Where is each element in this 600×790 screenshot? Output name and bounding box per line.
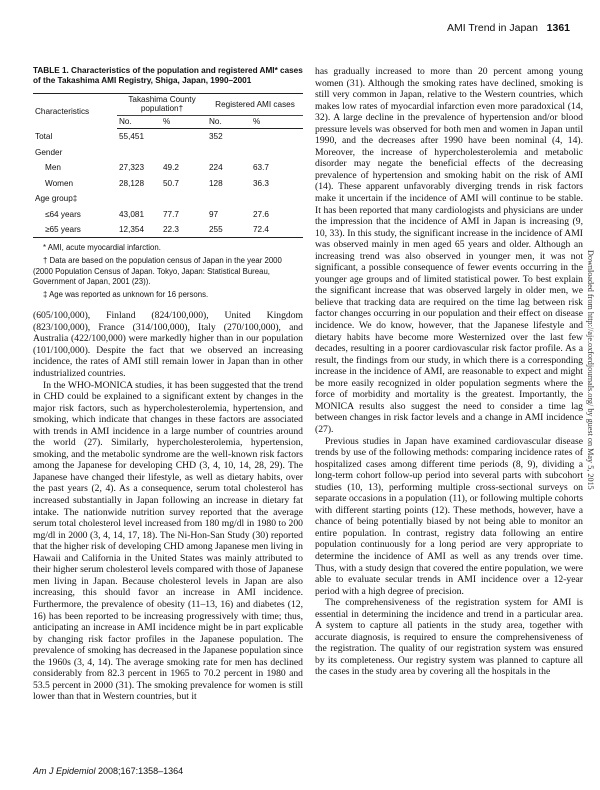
footnote: ‡ Age was reported as unknown for 16 persons. <box>43 289 209 299</box>
row-label: Women <box>45 178 74 188</box>
download-watermark <box>585 250 596 560</box>
table-caption: TABLE 1. Characteristics of the population and registered AMI* cases of the Takashima AMI Registry, Shiga, Japan, 1990–2001 <box>33 66 303 86</box>
cell-pop-pct <box>161 144 207 160</box>
table-row <box>33 206 303 222</box>
table-row <box>33 191 303 207</box>
table-row <box>33 128 303 144</box>
footnote: † Data are based on the population census of Japan in the year 2000 (2000 Population Census of Japan. Tokyo, Japan: Statistical Bureau, Government of Japan, 2001 (23)). <box>33 255 282 287</box>
cell-pop-no <box>117 144 161 160</box>
cell-pop-pct: 49.2 <box>163 163 179 173</box>
cell-ami-pct <box>251 144 303 160</box>
column-group-population: Takashima County population† <box>117 93 207 115</box>
row-label: Total <box>35 131 53 141</box>
column-header-characteristics: Characteristics <box>33 93 117 128</box>
row-label: ≥65 years <box>33 222 117 238</box>
table-row <box>33 222 303 238</box>
right-column <box>315 66 583 678</box>
footnote: * AMI, acute myocardial infarction. <box>43 243 161 253</box>
cell-pop-pct <box>161 191 207 207</box>
cell-pop-pct: 50.7 <box>163 178 179 188</box>
subheader-no: No. <box>117 115 161 128</box>
cell-ami-no: 255 <box>207 222 251 238</box>
cell-ami-no: 224 <box>209 163 223 173</box>
journal-name: Am J Epidemiol <box>33 766 96 776</box>
row-label: Men <box>45 163 61 173</box>
table-row <box>33 175 303 191</box>
cell-pop-pct <box>161 128 207 144</box>
cell-ami-pct: 27.6 <box>253 209 269 219</box>
cell-pop-no: 12,354 <box>117 222 161 238</box>
page-number: 1361 <box>546 22 570 34</box>
row-label: Age group‡ <box>35 194 78 204</box>
cell-ami-no: 352 <box>209 132 223 142</box>
subheader-pct: % <box>251 115 303 128</box>
cell-ami-no: 128 <box>209 178 223 188</box>
subheader-pct: % <box>161 115 207 128</box>
body-paragraph: has gradually increased to more than 20 percent among young women (31). Although the smoking rates have declined, smoking is still very common in Japan, relative to the Western countries, which makes low rates of myocardial infarction even more paradoxical (14, 32). A large decline in the prevalence of hypertension and/or blood pressure levels was observed for both men and women in Japan until 1990, and the decreases after 1990 have been nominal (4, 14). Moreover, the increase of hypercholesterolemia and metabolic disorder may negate the beneficial effects of the decreasing prevalence of hypertension and smoking habit on the risk of AMI (14). These apparent unfavorably diverging trends in risk factors make it uncertain if the incidence of AMI will continue to be stable. It has been reported that many cardiologists and physicians are under the impression that the incidence of AMI in Japan is increasing (9, 10, 33). In this study, the significant increase in the incidence of AMI was observed mainly in men aged 65 years and older. Although an increasing trend was also observed in younger men, it was not significant, a possible consequence of fewer events occurring in the younger age groups and of limited statistical power. To best explain the significant increase that was observed largely in older men, we believe that tracking data are required on the time lag between risk factor changes occurring in our population and their effect on disease incidence. We do know, however, that the Japanese lifestyle and dietary habits have become more Westernized over the last few decades, resulting in a poorer cardiovascular risk factor profile. As a result, the findings from our study, in which there is a corresponding increase in the incidence of AMI, are reasonable to expect and might be more easily recognized in older population segments where the force of morbidity and mortality is the greatest. Importantly, the MONICA results also suggest the need to consider a time lag between changes in risk factor levels and a change in AMI incidence (27). <box>315 66 583 435</box>
subheader-no: No. <box>207 115 251 128</box>
cell-ami-no <box>207 144 251 160</box>
running-title: AMI Trend in Japan <box>446 22 538 34</box>
body-paragraph: The comprehensiveness of the registration system for AMI is essential in determining the incidence and trend in a particular area. A system to capture all patients in the study area, together with accurate diagnosis, is required to ensure the comprehensiveness of the registration. The quality of our registration system was ensured by its completeness. Our registry system was planned to capture all the cases in the study area by covering all the hospitals in the <box>315 597 583 678</box>
cell-ami-pct <box>251 128 303 144</box>
cell-pop-no <box>117 191 161 207</box>
page-header <box>0 22 600 42</box>
cell-ami-pct: 63.7 <box>253 163 269 173</box>
body-paragraph: In the WHO-MONICA studies, it has been suggested that the trend in CHD could be explained to a significant extent by changes in the major risk factors, such as hypercholesterolemia, hypertension, and smoking, which indicate that changes in these factors are associated with trends in AMI incidence in a large number of countries around the world (27). Similarly, hypercholesterolemia, hypertension, smoking, and the metabolic syndrome are the well-known risk factors among the Japanese for developing CHD (3, 4, 10, 14, 28, 29). The Japanese have changed their lifestyle, as well as dietary habits, over the past years (2, 4). As a consequence, serum total cholesterol has increased substantially in Japan following an increase in dietary fat intake. The nationwide nutrition survey reported that the average serum total cholesterol level increased from 180 mg/dl in 1980 to 200 mg/dl in 2000 (3, 4, 14, 17, 18). The Ni-Hon-San Study (30) reported that the higher risk of developing CHD among Japanese men living in Hawaii and California in the United States was mainly attributed to their higher serum cholesterol levels compared with those of Japanese men living in Japan. Because cholesterol levels in Japan are also increasing, this should favor an increase in AMI incidence. Furthermore, the prevalence of obesity (11–13, 16) and diabetes (12, 16) has been reported to be increasing progressively with time; thus, anticipating an increase in AMI incidence might be in part explicable by changing risk factor profiles in the Japanese population. The prevalence of smoking has decreased in the Japanese population since the 1960s (3, 4, 14). The average smoking rate for men has declined considerably from 82.3 percent in 1965 to 70.2 percent in 1980 and 53.5 percent in 2000 (31). The smoking prevalence for women is still lower than that in Western countries, but it <box>33 379 303 703</box>
body-paragraph: Previous studies in Japan have examined cardiovascular disease trends by use of the following methods: comparing incidence rates of hospitalized cases among different time periods (8, 9), dividing a long-term cohort follow-up period into several parts with subcohort studies (10, 13), performing multiple cross-sectional surveys on separate occasions in a population (11), or following multiple cohorts with different starting points (12). These methods, however, have a chance of being potentially biased by not being able to monitor an entire population. In contrast, registry data following an entire population continuously for a long period are very appropriate to determine the incidence of AMI as well as any trends over time. Thus, with a study design that covered the entire population, we were able to evaluate secular trends in AMI incidence over a 12-year period with a high degree of precision. <box>315 435 583 597</box>
cell-ami-pct: 36.3 <box>253 178 269 188</box>
cell-ami-no: 97 <box>209 209 219 219</box>
column-group-ami-cases: Registered AMI cases <box>207 93 303 115</box>
cell-pop-no: 27,323 <box>119 163 145 173</box>
download-note-text: Downloaded from http://aje.oxfordjournals.org/ by guest on May 5, 2015 <box>586 250 595 490</box>
left-column <box>33 66 303 703</box>
journal-citation <box>33 766 183 776</box>
cell-ami-pct: 72.4 <box>251 222 303 238</box>
table-row <box>33 144 303 160</box>
characteristics-table <box>33 93 303 239</box>
row-label: Gender <box>35 147 63 157</box>
body-paragraph: (605/100,000), Finland (824/100,000), United Kingdom (823/100,000), France (314/100,000), Italy (270/100,000), and Australia (422/100,000) were markedly higher than in our population (101/100,000). Despite the fact that we observed an increasing incidence, the rates of AMI still remain lower in Japan than in other industrialized countries. <box>33 310 303 380</box>
citation-details: 2008;167:1358–1364 <box>95 766 184 776</box>
cell-pop-pct: 22.3 <box>161 222 207 238</box>
cell-pop-no: 28,128 <box>119 178 145 188</box>
cell-ami-pct <box>251 191 303 207</box>
cell-ami-no <box>207 191 251 207</box>
row-label: ≤64 years <box>45 209 81 219</box>
cell-pop-no: 55,451 <box>119 132 145 142</box>
table-footnotes <box>33 243 303 300</box>
cell-pop-no: 43,081 <box>119 209 145 219</box>
cell-pop-pct: 77.7 <box>163 209 179 219</box>
table-row <box>33 160 303 176</box>
